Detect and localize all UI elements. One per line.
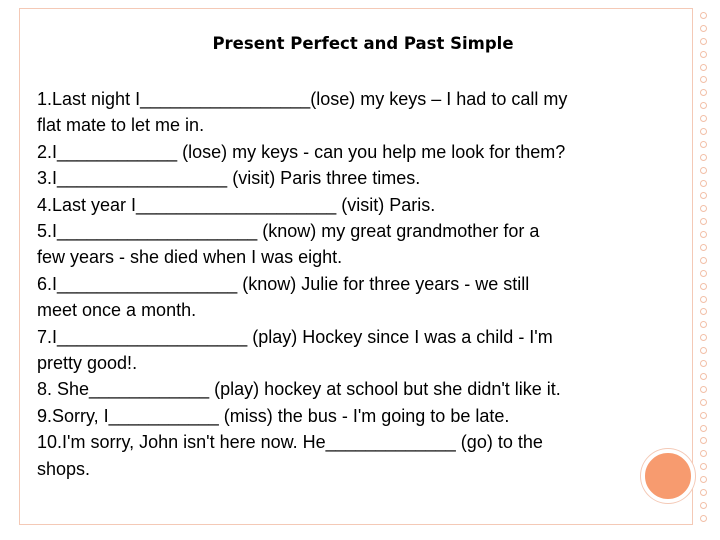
- exercise-item-6: 6.I__________________ (know) Julie for three years - we still meet once a month.: [37, 273, 530, 321]
- exercise-item-9: 9.Sorry, I___________ (miss) the bus - I'm going to be late.: [37, 405, 510, 426]
- decorative-dot: [700, 502, 707, 509]
- decorative-dot: [700, 347, 707, 354]
- decorative-dot: [700, 463, 707, 470]
- decorative-dot: [700, 102, 707, 109]
- exercise-list: [37, 86, 697, 482]
- exercise-item-4: 4.Last year I____________________ (visit) Paris.: [37, 194, 436, 215]
- decorative-dot: [700, 476, 707, 483]
- decorative-dot: [700, 205, 707, 212]
- decorative-dot: [700, 515, 707, 522]
- decorative-dot: [700, 412, 707, 419]
- decorative-dot: [700, 360, 707, 367]
- exercise-item-5: 5.I____________________ (know) my great grandmother for a few years - she died when I was eight.: [37, 221, 540, 268]
- decorative-dot: [700, 244, 707, 251]
- decorative-dot: [700, 257, 707, 264]
- exercise-item-2: 2.I____________ (lose) my keys - can you help me look for them?: [37, 141, 566, 162]
- decorative-dot: [700, 231, 707, 238]
- decorative-dot: [700, 218, 707, 225]
- decorative-dot: [700, 76, 707, 83]
- decorative-dot: [700, 128, 707, 135]
- decorative-dot: [700, 12, 707, 19]
- decorative-dot: [700, 321, 707, 328]
- exercise-item-7: 7.I___________________ (play) Hockey since I was a child - I'm pretty good!.: [37, 326, 553, 374]
- exercise-item-1: 1.Last night I_________________(lose) my keys – I had to call my flat mate to let me in.: [37, 89, 568, 136]
- decorative-dot: [700, 296, 707, 303]
- decorative-dot: [700, 89, 707, 96]
- decorative-dot: [700, 386, 707, 393]
- decorative-dot: [700, 180, 707, 187]
- decorative-dot: [700, 25, 707, 32]
- exercise-item-10: 10.I'm sorry, John isn't here now. He_____________ (go) to the shops.: [37, 432, 543, 479]
- decorative-dot: [700, 425, 707, 432]
- decorative-dot: [700, 373, 707, 380]
- decorative-dot-column: [698, 12, 708, 522]
- decorative-dot: [700, 270, 707, 277]
- exercise-item-8: 8. She____________ (play) hockey at school but she didn't like it.: [37, 379, 561, 400]
- decorative-dot: [700, 399, 707, 406]
- decorative-dot: [700, 334, 707, 341]
- decorative-dot: [700, 115, 707, 122]
- decorative-dot: [700, 167, 707, 174]
- decorative-dot: [700, 141, 707, 148]
- worksheet-title: Present Perfect and Past Simple: [212, 34, 514, 53]
- decorative-dot: [700, 64, 707, 71]
- decorative-dot: [700, 308, 707, 315]
- decorative-dot: [700, 283, 707, 290]
- decorative-dot: [700, 192, 707, 199]
- decorative-dot: [700, 437, 707, 444]
- exercise-item-3: 3.I_________________ (visit) Paris three times.: [37, 168, 421, 189]
- decorative-dot: [700, 154, 707, 161]
- decorative-dot: [700, 450, 707, 457]
- decorative-dot: [700, 489, 707, 496]
